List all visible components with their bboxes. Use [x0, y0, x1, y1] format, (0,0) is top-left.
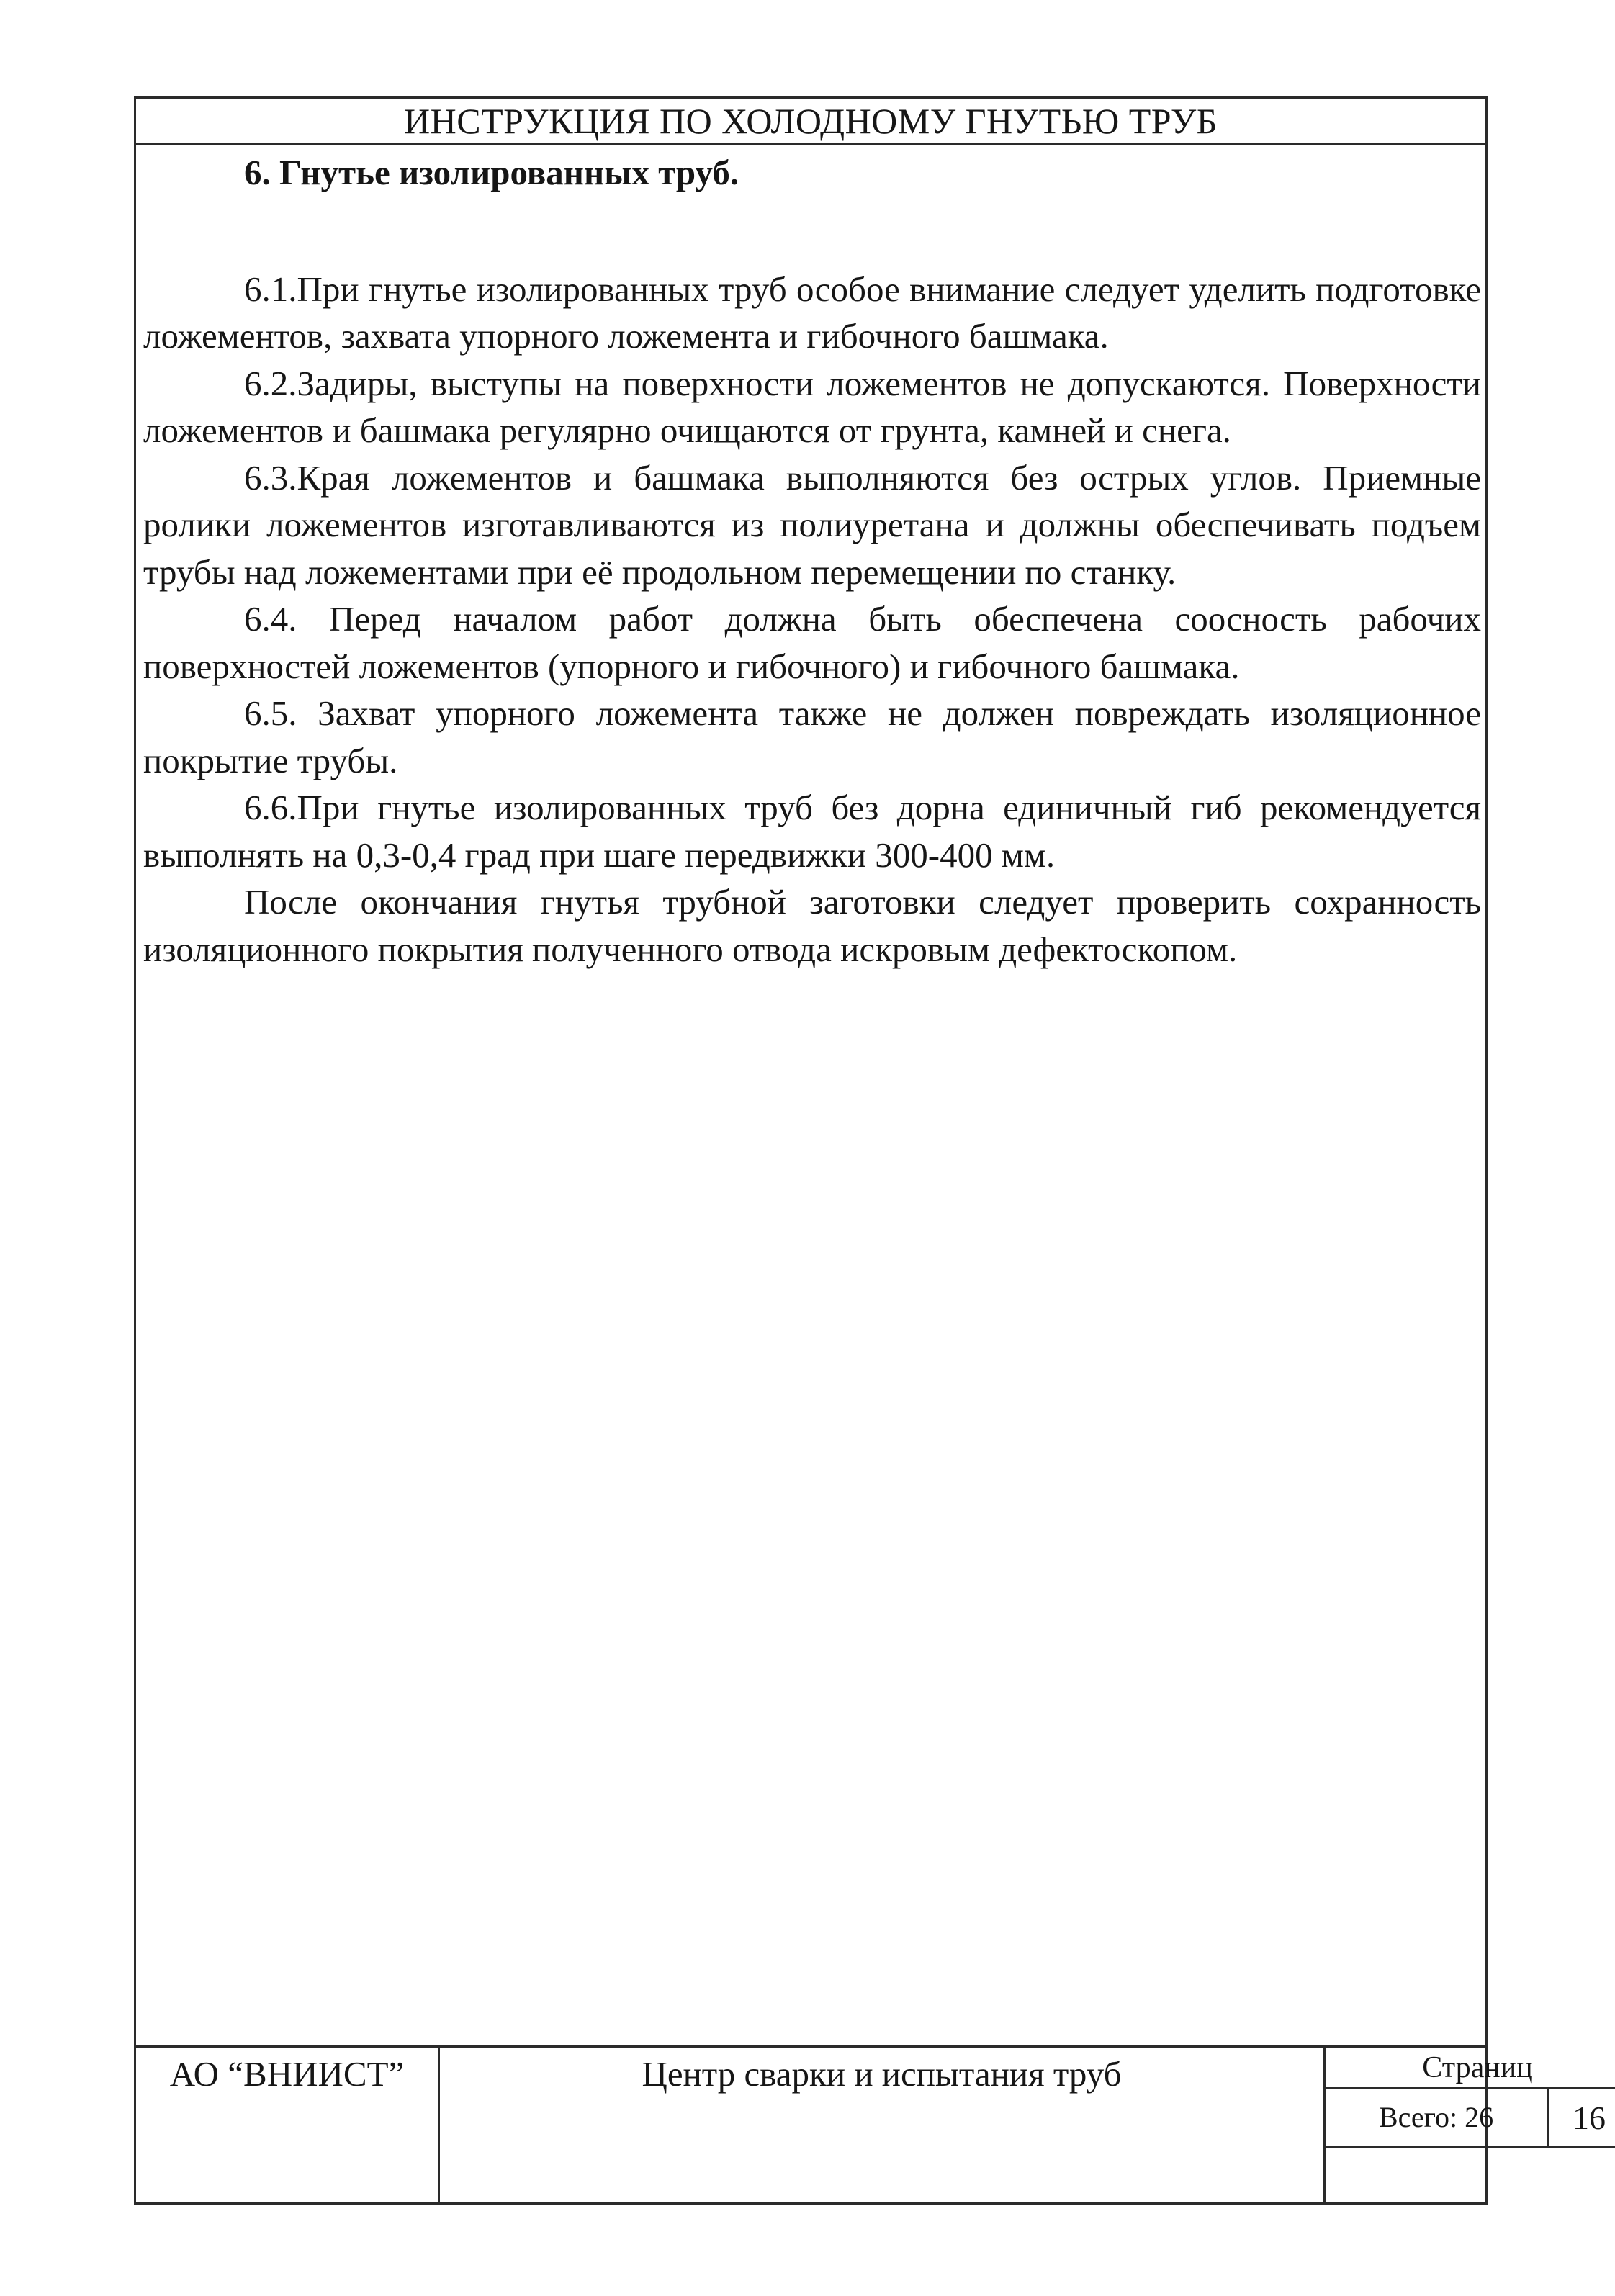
- section-spacer: [143, 197, 1481, 266]
- organization-cell: [136, 2048, 440, 2202]
- paragraph-6-5: 6.5. Захват упорного ложемента также не должен повреждать изоляционное покрытие трубы.: [143, 693, 1481, 780]
- page-number: 16: [1549, 2089, 1615, 2148]
- department-name: Центр сварки и испытания труб: [642, 2054, 1122, 2094]
- paragraph-final: После окончания гнутья трубной заготовки следует проверить сохранность изоляционного покрытия полученного отвода искровым дефектоскопом.: [143, 882, 1481, 969]
- document-title: ИНСТРУКЦИЯ ПО ХОЛОДНОМУ ГНУТЬЮ ТРУБ: [404, 101, 1218, 141]
- pages-cell: [1326, 2048, 1606, 2202]
- paragraph-6-6: 6.6.При гнутье изолированных труб без дорна единичный гиб рекомендуется выполнять на 0,3-0,4 град при шаге передвижки 300-400 мм.: [143, 788, 1481, 875]
- title-block: [136, 2045, 1606, 2202]
- department-cell: [440, 2048, 1326, 2202]
- document-header: [136, 99, 1485, 145]
- pages-label: Страниц: [1326, 2048, 1615, 2089]
- document-body: [143, 149, 1481, 973]
- total-pages: Всего: 26: [1326, 2089, 1549, 2148]
- section-title: 6. Гнутье изолированных труб.: [244, 153, 739, 192]
- paragraph-6-2: 6.2.Задиры, выступы на поверхности ложементов не допускаются. Поверхности ложементов и башмака регулярно очищаются от грунта, камней и снега.: [143, 363, 1481, 450]
- organization-name: АО “ВНИИСТ”: [169, 2054, 405, 2094]
- paragraph-6-4: 6.4. Перед началом работ должна быть обеспечена соосность рабочих поверхностей ложементов (упорного и гибочного) и гибочного башмака.: [143, 599, 1481, 686]
- paragraph-6-1: 6.1.При гнутье изолированных труб особое внимание следует уделить подготовке ложементов, захвата упорного ложемента и гибочного башмака.: [143, 269, 1481, 356]
- paragraph-6-3: 6.3.Края ложементов и башмака выполняются без острых углов. Приемные ролики ложементов изготавливаются из полиуретана и должны обеспечивать подъем трубы над ложементами при её продольном перемещении по станку.: [143, 457, 1481, 592]
- document-frame: [134, 96, 1606, 2205]
